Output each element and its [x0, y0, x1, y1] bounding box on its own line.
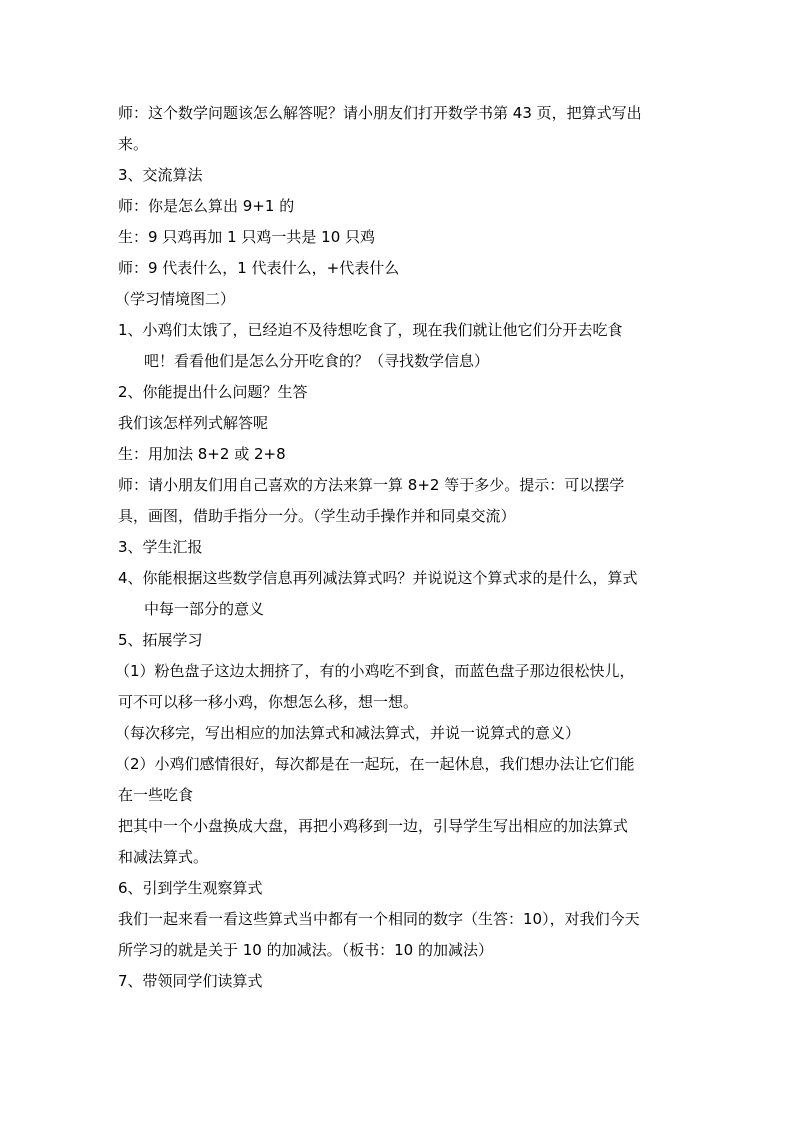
text-line: 生：用加法 8+2 或 2+8: [118, 445, 286, 463]
text-line: 生：9 只鸡再加 1 只鸡一共是 10 只鸡: [118, 228, 376, 246]
section-heading: 3、学生汇报: [118, 538, 203, 556]
list-item: 4、你能根据这些数学信息再列减法算式吗？并说说这个算式求的是什么，算式: [118, 569, 638, 587]
document-body: [115, 98, 678, 997]
list-item: 2、你能提出什么问题？生答: [118, 383, 308, 401]
text-line: 我们该怎样列式解答呢: [118, 414, 269, 432]
text-line: 可不可以移一移小鸡，你想怎么移，想一想。: [118, 693, 419, 711]
text-line: 在一些吃食: [118, 786, 194, 804]
section-heading: 6、引到学生观察算式: [118, 879, 263, 897]
text-line: 来。: [118, 135, 149, 153]
text-line: 把其中一个小盘换成大盘，再把小鸡移到一边，引导学生写出相应的加法算式: [118, 817, 629, 835]
text-line: （学习情境图二）: [115, 290, 236, 308]
text-line: 师：9 代表什么，1 代表什么，+代表什么: [118, 259, 400, 277]
list-item: 1、小鸡们太饿了，已经迫不及待想吃食了，现在我们就让他它们分开去吃食: [118, 321, 623, 339]
text-line: 师：请小朋友们用自己喜欢的方法来算一算 8+2 等于多少。提示：可以摆学: [118, 476, 625, 494]
text-line: 和减法算式。: [118, 848, 209, 866]
list-item-continuation: 中每一部分的意义: [144, 600, 265, 618]
section-heading: 7、带领同学们读算式: [118, 972, 263, 990]
text-line: 具，画图，借助手指分一分。（学生动手操作并和同桌交流）: [118, 507, 516, 525]
text-line: 我们一起来看一看这些算式当中都有一个相同的数字（生答：10），对我们今天: [118, 910, 640, 928]
section-heading: 3、交流算法: [118, 166, 203, 184]
text-line: （每次移完，写出相应的加法算式和减法算式，并说一说算式的意义）: [115, 724, 581, 742]
list-item-continuation: 吧！看看他们是怎么分开吃食的？（寻找数学信息）: [144, 352, 490, 370]
text-line: 所学习的就是关于 10 的加减法。（板书：10 的加减法）: [118, 941, 493, 959]
section-heading: 5、拓展学习: [118, 631, 203, 649]
text-line: 师：你是怎么算出 9+1 的: [118, 197, 295, 215]
text-line: 师：这个数学问题该怎么解答呢？请小朋友们打开数学书第 43 页，把算式写出: [118, 104, 642, 122]
text-line: （1）粉色盘子这边太拥挤了，有的小鸡吃不到食，而蓝色盘子那边很松快儿，: [115, 662, 635, 680]
text-line: （2）小鸡们感情很好，每次都是在一起玩，在一起休息，我们想办法让它们能: [115, 755, 635, 773]
